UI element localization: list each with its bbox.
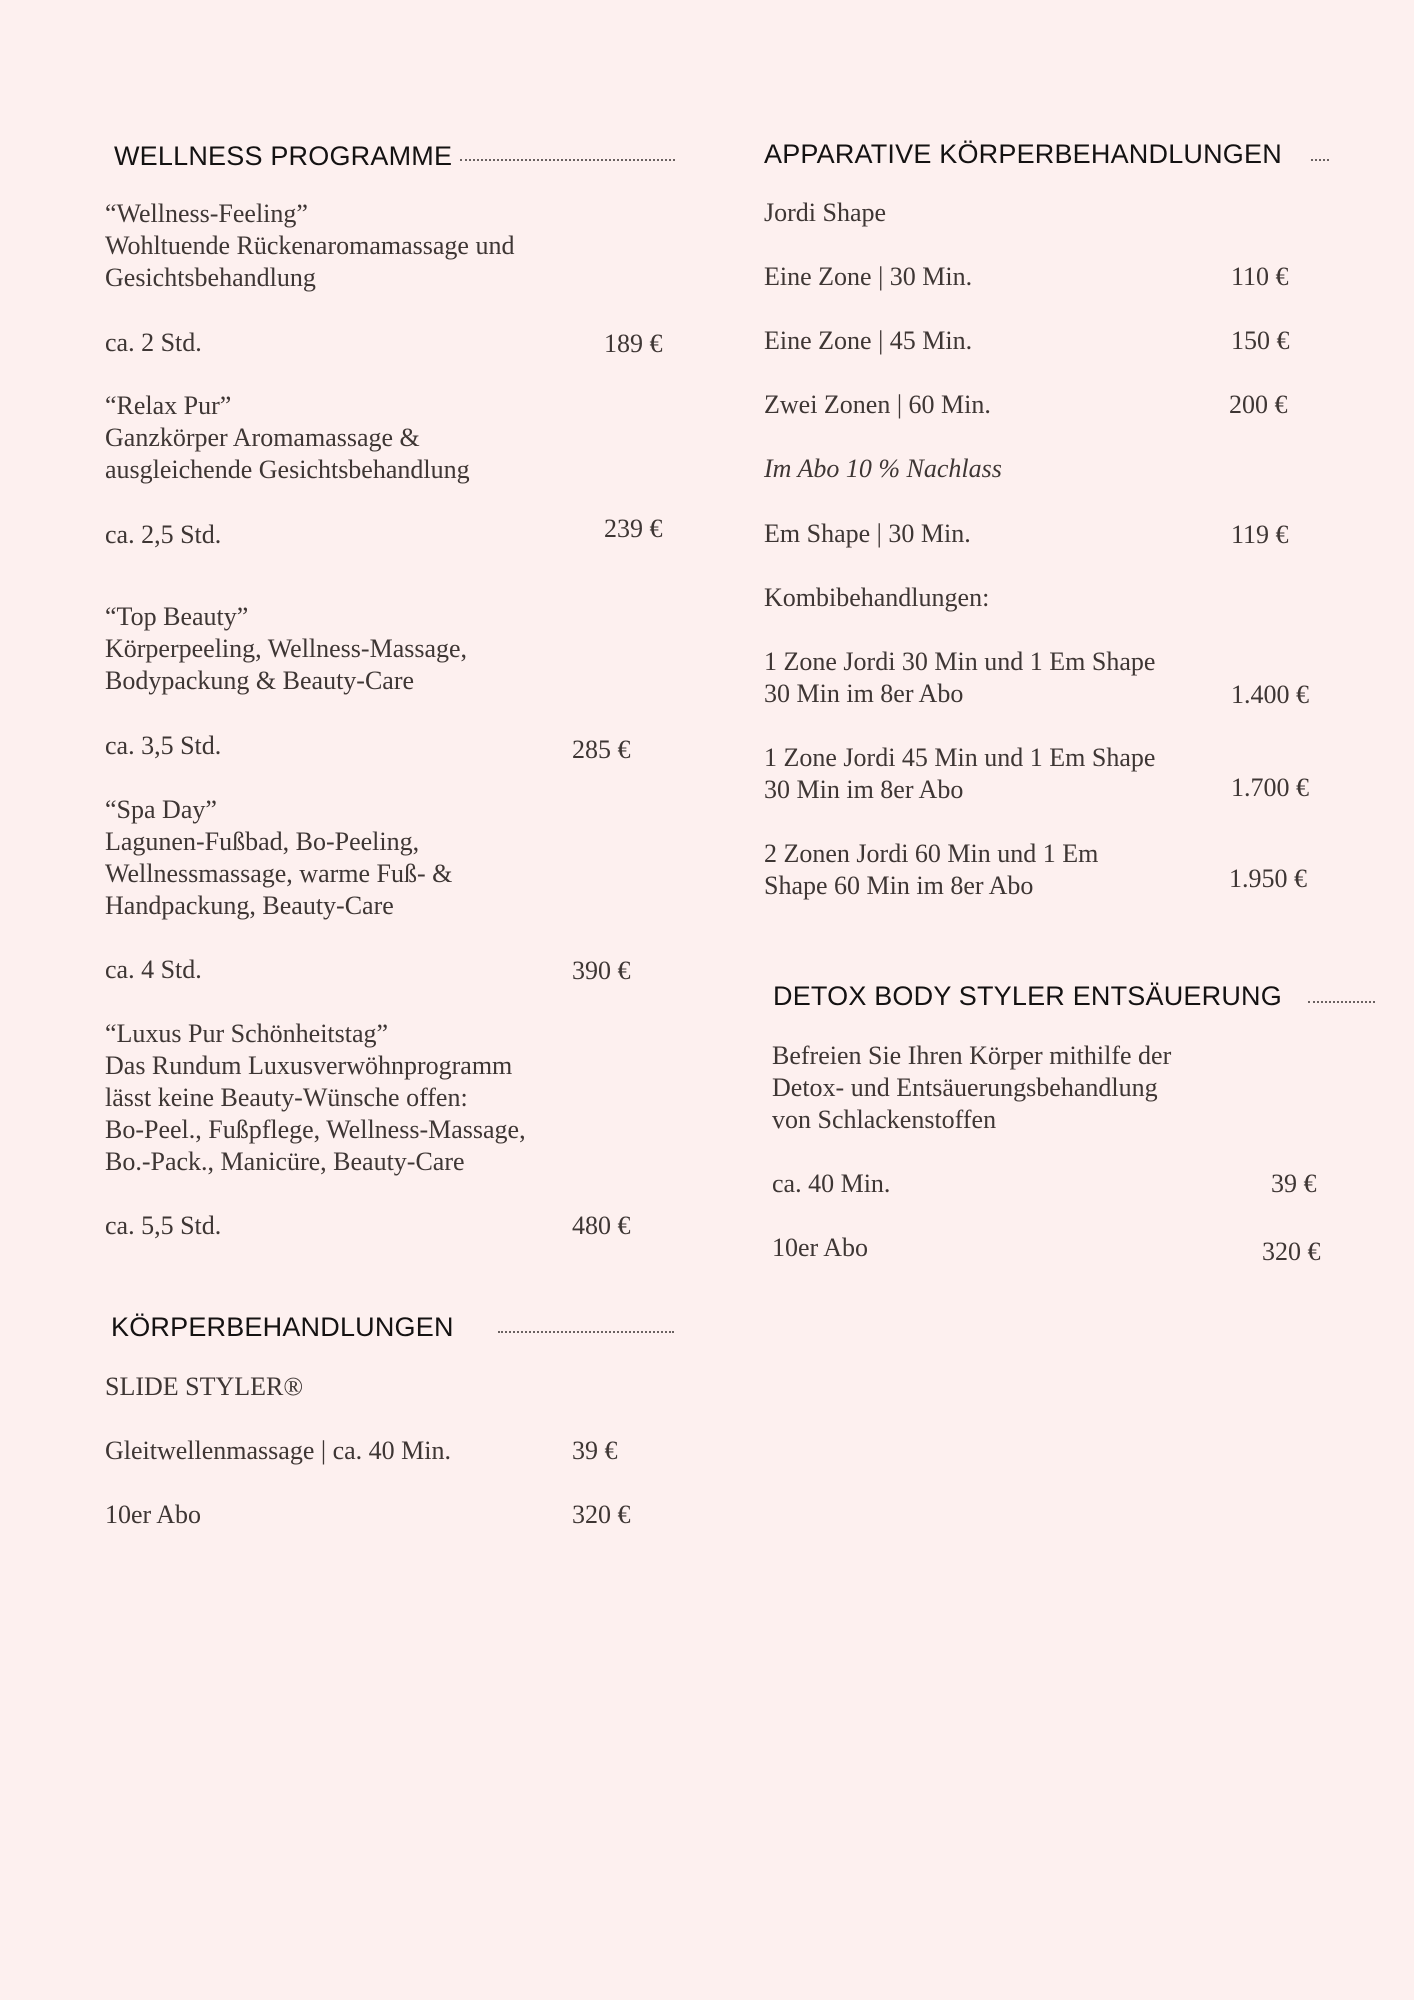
program-description-line: Gesichtsbehandlung <box>105 263 316 292</box>
price-row-label: 10er Abo <box>772 1233 869 1262</box>
price-row-price: 110 € <box>1231 262 1289 291</box>
combo-description-line: 2 Zonen Jordi 60 Min und 1 Em <box>764 839 1099 868</box>
discount-note: Im Abo 10 % Nachlass <box>764 454 1002 483</box>
program-price: 285 € <box>572 735 631 764</box>
section-description-line: Befreien Sie Ihren Körper mithilfe der <box>772 1041 1172 1070</box>
section-description-line: Detox- und Entsäuerungsbehandlung <box>772 1073 1158 1102</box>
price-row-price: 320 € <box>1262 1237 1321 1266</box>
price-row-label: Eine Zone | 45 Min. <box>764 326 973 355</box>
program-description-line: Bo-Peel., Fußpflege, Wellness-Massage, <box>105 1115 526 1144</box>
price-row-label: Em Shape | 30 Min. <box>764 519 971 548</box>
combo-price: 1.950 € <box>1229 864 1307 893</box>
subsection-title: Kombibehandlungen: <box>764 583 990 612</box>
price-row-price: 39 € <box>572 1436 618 1465</box>
combo-price: 1.700 € <box>1231 773 1309 802</box>
section-heading: DETOX BODY STYLER ENTSÄUERUNG <box>773 981 1282 1011</box>
program-description-line: Wellnessmassage, warme Fuß- & <box>105 859 453 888</box>
program-name: “Top Beauty” <box>105 602 249 631</box>
combo-description-line: 1 Zone Jordi 30 Min und 1 Em Shape <box>764 647 1156 676</box>
program-price: 239 € <box>604 514 663 543</box>
combo-description-line: 1 Zone Jordi 45 Min und 1 Em Shape <box>764 743 1156 772</box>
program-duration: ca. 4 Std. <box>105 955 202 984</box>
program-price: 189 € <box>604 329 663 358</box>
program-description-line: Das Rundum Luxusverwöhnprogramm <box>105 1051 513 1080</box>
section-heading: WELLNESS PROGRAMME <box>114 141 453 171</box>
program-duration: ca. 2,5 Std. <box>105 520 222 549</box>
combo-description-line: 30 Min im 8er Abo <box>764 679 964 708</box>
program-duration: ca. 3,5 Std. <box>105 731 222 760</box>
program-duration: ca. 5,5 Std. <box>105 1211 222 1240</box>
subsection-title: Jordi Shape <box>764 198 887 227</box>
dotted-divider <box>498 1331 674 1333</box>
price-row-price: 119 € <box>1231 520 1289 549</box>
section-heading: KÖRPERBEHANDLUNGEN <box>111 1312 454 1342</box>
program-description-line: Handpackung, Beauty-Care <box>105 891 394 920</box>
program-duration: ca. 2 Std. <box>105 328 202 357</box>
price-row-label: Gleitwellenmassage | ca. 40 Min. <box>105 1436 451 1465</box>
combo-description-line: Shape 60 Min im 8er Abo <box>764 871 1034 900</box>
program-description-line: Lagunen-Fußbad, Bo-Peeling, <box>105 827 420 856</box>
program-price: 390 € <box>572 956 631 985</box>
program-name: “Relax Pur” <box>105 391 232 420</box>
price-row-price: 320 € <box>572 1500 631 1529</box>
price-row-label: Eine Zone | 30 Min. <box>764 262 973 291</box>
dotted-divider <box>1311 159 1329 161</box>
dotted-divider <box>1308 1001 1375 1003</box>
program-description-line: Bodypackung & Beauty-Care <box>105 666 415 695</box>
program-description-line: Bo.-Pack., Manicüre, Beauty-Care <box>105 1147 465 1176</box>
price-row-label: Zwei Zonen | 60 Min. <box>764 390 991 419</box>
program-price: 480 € <box>572 1211 631 1240</box>
program-description-line: ausgleichende Gesichtsbehandlung <box>105 455 470 484</box>
program-description-line: Ganzkörper Aromamassage & <box>105 423 420 452</box>
section-heading: APPARATIVE KÖRPERBEHANDLUNGEN <box>764 139 1282 169</box>
dotted-divider <box>460 159 675 161</box>
price-row-label: 10er Abo <box>105 1500 202 1529</box>
program-name: “Wellness-Feeling” <box>105 199 308 228</box>
price-row-price: 200 € <box>1229 390 1288 419</box>
program-description-line: Wohltuende Rückenaromamassage und <box>105 231 515 260</box>
program-description-line: Körperpeeling, Wellness-Massage, <box>105 634 468 663</box>
price-row-price: 39 € <box>1271 1169 1317 1198</box>
section-description-line: von Schlackenstoffen <box>772 1105 997 1134</box>
program-name: “Spa Day” <box>105 795 217 824</box>
combo-description-line: 30 Min im 8er Abo <box>764 775 964 804</box>
program-description-line: lässt keine Beauty-Wünsche offen: <box>105 1083 468 1112</box>
subsection-title: SLIDE STYLER® <box>105 1372 304 1401</box>
combo-price: 1.400 € <box>1231 680 1309 709</box>
program-name: “Luxus Pur Schönheitstag” <box>105 1019 389 1048</box>
price-row-label: ca. 40 Min. <box>772 1169 891 1198</box>
price-row-price: 150 € <box>1231 326 1290 355</box>
